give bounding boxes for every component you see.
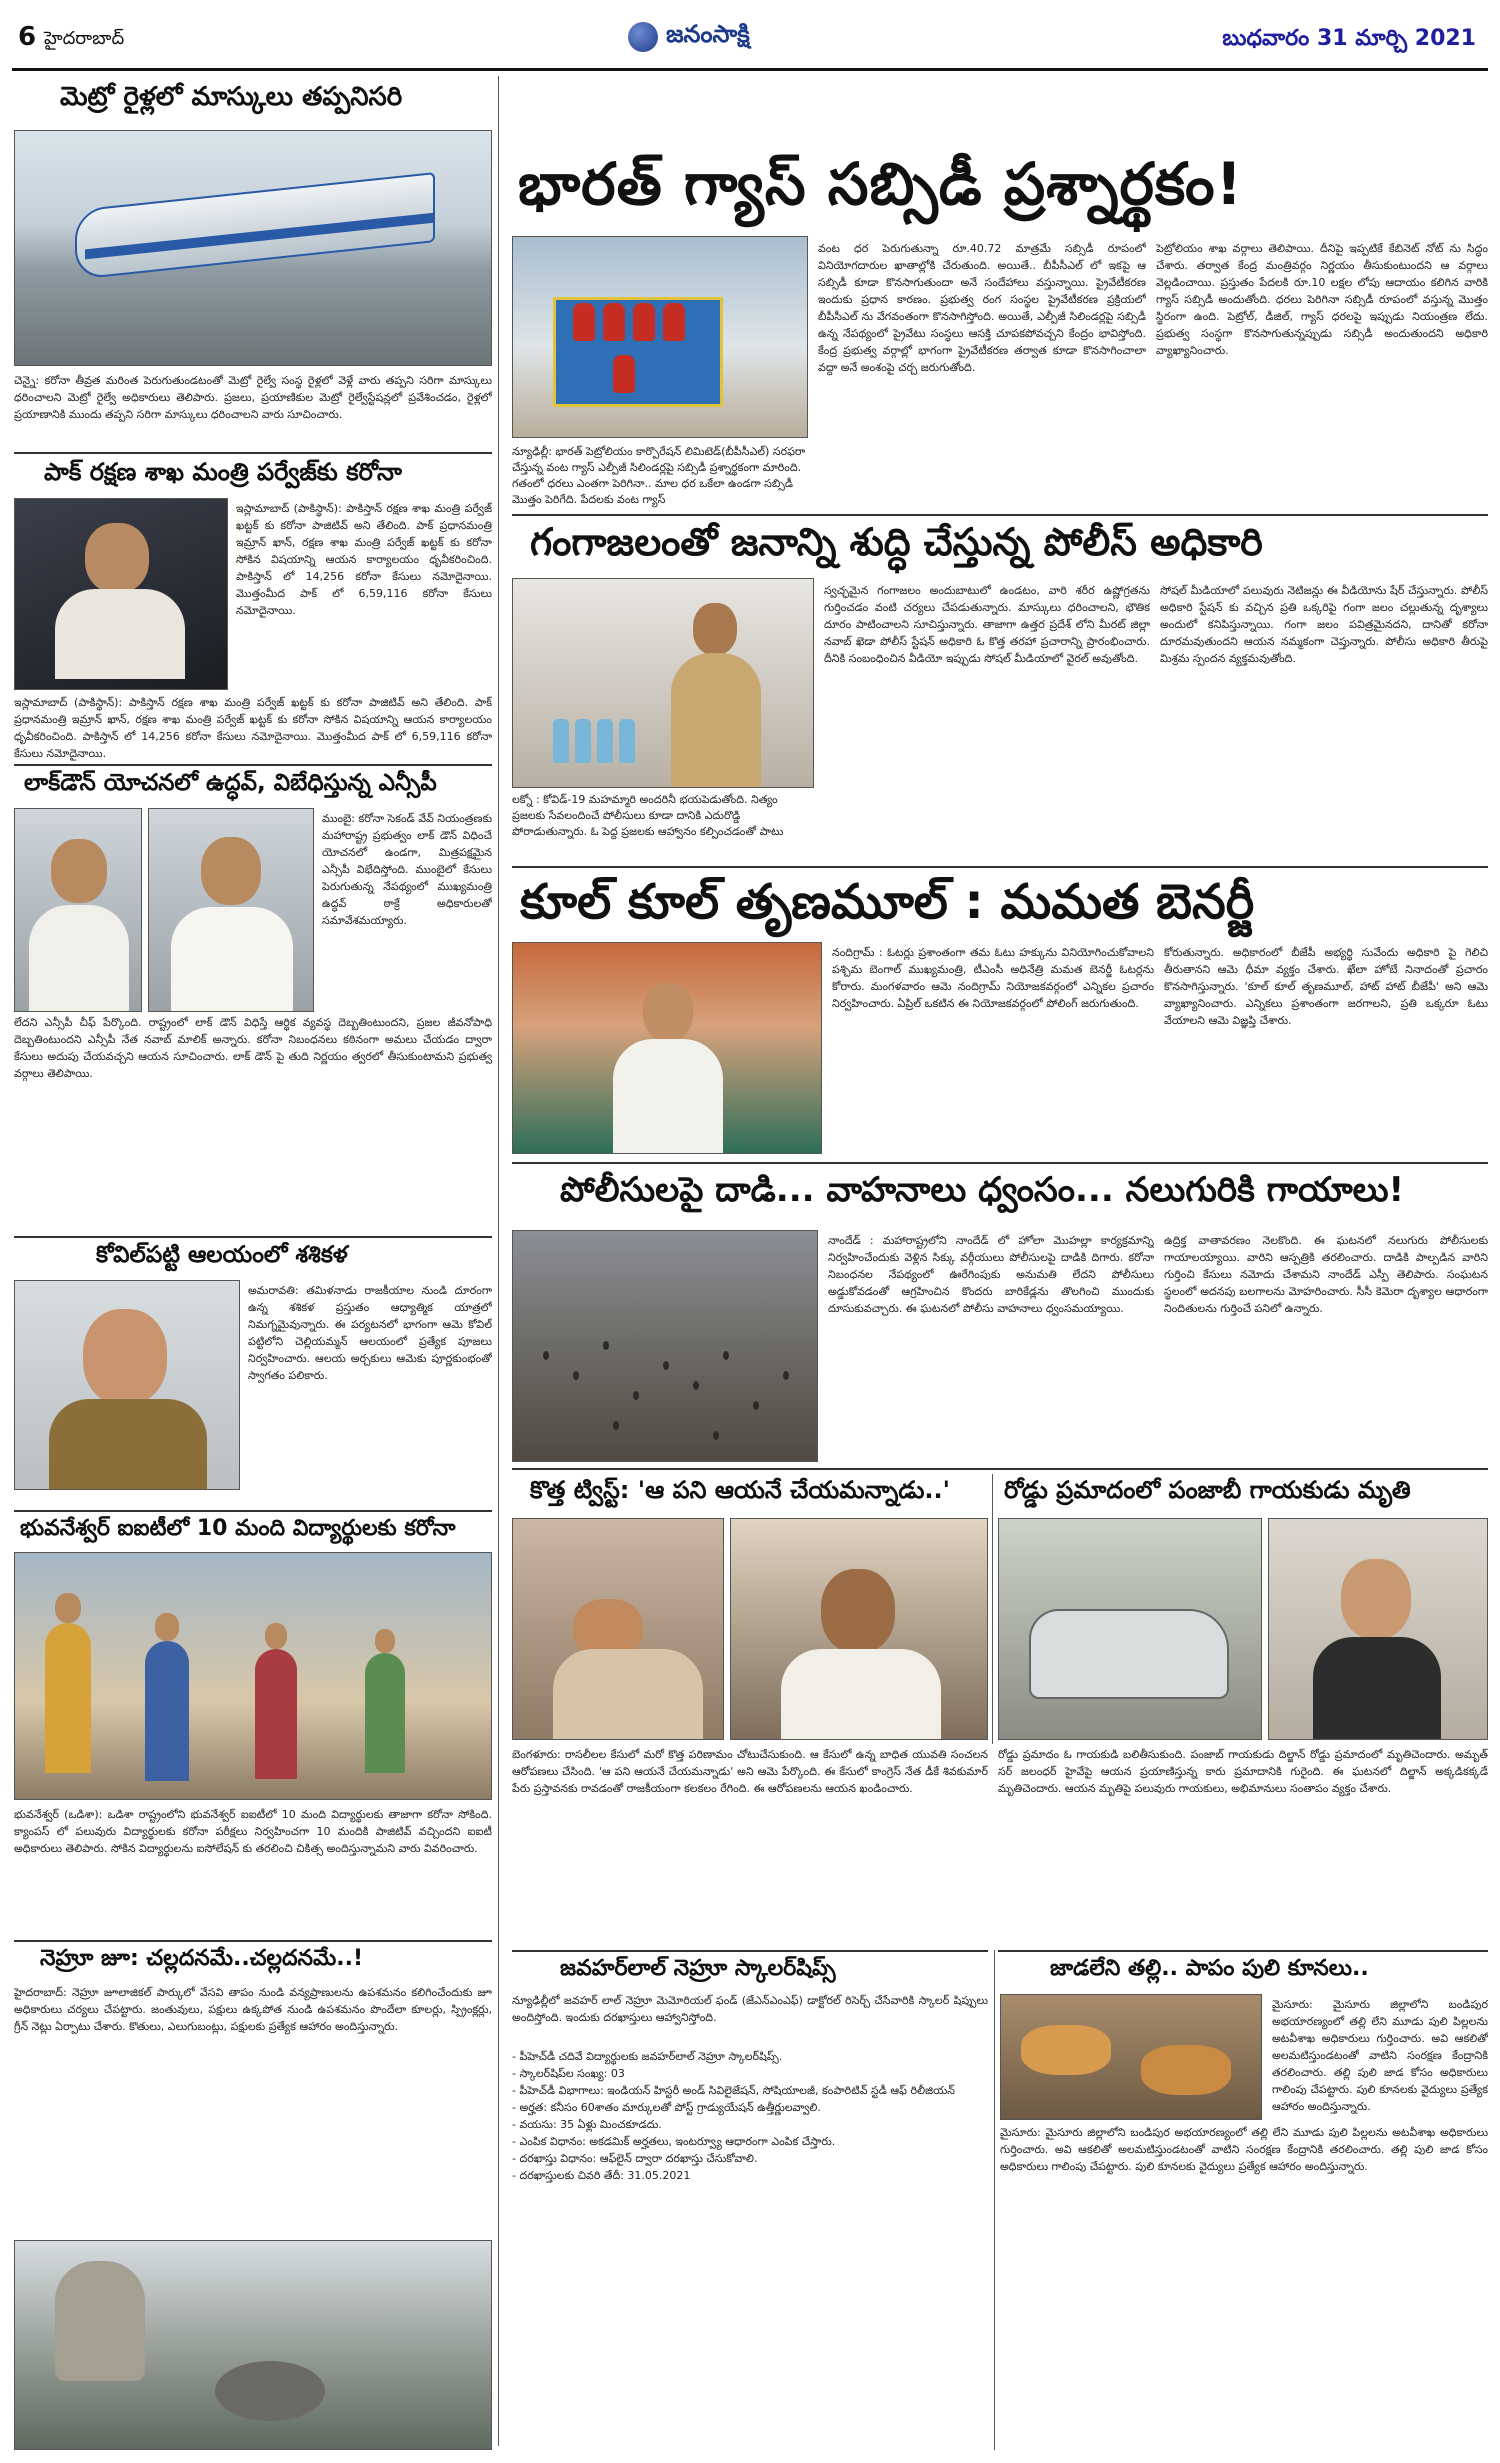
globe-icon <box>628 22 658 52</box>
person-face <box>55 1593 81 1623</box>
person-face <box>51 839 107 903</box>
section-rule <box>512 1468 1488 1470</box>
logo-text: జనంసాక్షి <box>666 20 750 48</box>
section-rule <box>14 452 492 454</box>
scholarship-item: - ఎంపిక విధానం: అకడమిక్ అర్హతలు, ఇంటర్వ్యూ ఆధారంగా ఎంపిక చేస్తారు. <box>512 2135 836 2148</box>
pak-headline: పాక్ రక్షణ శాఖ మంత్రి పర్వేజ్‌కు కరోనా <box>44 458 402 486</box>
person-face <box>201 837 261 905</box>
sasikala-headline: కోవిల్‌పట్టి ఆలయంలో శశికళ <box>96 1242 348 1268</box>
tiger-body: మైసూరు: మైసూరు జిల్లాలోని బండిపుర అభయారణ్యంలో తల్లి లేని మూడు పులి పిల్లలను అటవీశాఖ అధికారులు గుర్తించారు. అవి ఆకలితో అలమటిస్తుండటంతో వాటిని సంరక్షణ కేంద్రానికి తరలించారు. తల్లి పులి జాడ కోసం అధికారులు గాలింపు చేపట్టారు. పులి కూనలకు వైద్యులు ప్రత్యేక ఆహారం అందిస్తున్నారు. <box>1000 2126 1488 2173</box>
twist-headline: కొత్త ట్విస్ట్: 'ఆ పని ఆయనే చేయమన్నాడు..' <box>530 1476 950 1504</box>
person-body <box>255 1649 297 1779</box>
zoo-headline: నెహ్రూ జూ: చల్లదనమే..చల్లదనమే..! <box>40 1946 364 1971</box>
bottle-shape <box>575 719 591 763</box>
city-label: హైదరాబాద్ <box>44 28 125 49</box>
person-face <box>83 1309 167 1405</box>
cylinder-shape <box>613 355 635 393</box>
person-body <box>55 589 185 679</box>
zoo-sprinkler-photo <box>14 2240 492 2450</box>
section-rule <box>512 514 1488 516</box>
iit-body: భువనేశ్వర్ (ఒడిశా): ఒడిశా రాష్ట్రంలోని భువనేశ్వర్ ఐఐటీలో 10 మంది విద్యార్థులకు తాజాగా కరోనా సోకింది. క్యాంపస్ లో పలువురు విద్యార్థులకు కరోనా పరీక్షలు నిర్వహించగా 10 మందికి పాజిటివ్ వచ్చిందని ఐఐటీ అధికారులు తెలిపారు. సోకిన విద్యార్థులను ఐసోలేషన్ కు తరలించి చికిత్స అందిస్తున్నామని వారు వివరించారు. <box>14 1808 492 1855</box>
gas-cylinder-truck-photo <box>512 236 808 438</box>
cylinder-shape <box>573 303 595 341</box>
police-officer-photo <box>512 578 814 788</box>
zoo-body: హైదరాబాద్: నెహ్రూ జూలాజికల్ పార్కులో వేసవి తాపం నుండి వన్యప్రాణులను ఉపశమనం కలిగించేందుకు జూ అధికారులు చర్యలు చేపట్టారు. జంతువులు, పక్షులు ఉక్కపోత నుండి ఉపశమనం పొందేలా కూలర్లు, స్ప్రింక్లర్లు, గ్రీన్ నెట్లు ఏర్పాటు చేశారు. కొతులు, ఎలుగుబంట్లు, పక్షులకు ప్రత్యేక ఆహారం అందిస్తున్నారు. <box>14 1986 492 2033</box>
person-body <box>49 1399 207 1490</box>
cylinder-shape <box>663 303 685 341</box>
scholarship-item: - వయసు: 35 ఏళ్లు మించకూడదు. <box>512 2118 662 2131</box>
singer-photo <box>1268 1518 1488 1740</box>
scholarship-headline: జవహర్‌లాల్ నెహ్రూ స్కాలర్‌షిప్స్ <box>560 1956 836 1981</box>
lead-body-col1: వంట ధర పెరుగుతున్నా రూ.40.72 మాత్రమే సబ్సిడీ రూపంలో వినియోగదారుల ఖాతాల్లోకి చేరుతుంది. అయితే.. బీపీసీఎల్ లో ఇకపై ఆ సబ్సిడీ కూడా కొనసాగుతుందా అనే సందేహాలు వస్తున్నాయి. ప్రైవేటీకరణ ఇందుకు ప్రధాన కారణం. ప్రభుత్వ రంగ సంస్థల ప్రైవేటీకరణ ప్రక్రియలో బీపీసీఎల్ ను వేగవంతంగా కొనసాగిస్తోంది. అయితే, ఎల్పీజీ సిలిండర్లపై సబ్సిడీ ఉన్న నేపథ్యంలో ప్రైవేటు సంస్థలు ఆసక్తి చూపకపోవచ్చని కేంద్రం భావిస్తోంది. కేంద్ర ప్రభుత్వ వర్గాల్లో భాగంగా ప్రైవేటీకరణ తర్వాత కూడా కొనసాగించాలా వద్దా అనే అంశంపై చర్చ జరుగుతోంది. <box>818 242 1146 374</box>
metro-body: చెన్నై: కరోనా తీవ్రత మరింత పెరుగుతుండటంతో మెట్రో రైల్వే సంస్థ రైళ్లలో వెళ్లే వారు తప్పని సరిగా మాస్కులు ధరించాలని మెట్రో రైల్వే అధికారులు తెలిపారు. ప్రజలు, ప్రయాణికుల మెట్రో రైల్వేస్టేషన్లలో ప్రవేశించడం, రైళ్లలో ప్రయాణానికి ముందు తప్పని సరిగా మాస్కులు ధరించాలని వారు సూచించారు. <box>14 374 492 421</box>
tiger-headline: జాడలేని తల్లి.. పాపం పులి కూనలు.. <box>1050 1956 1369 1981</box>
column-divider <box>498 76 499 2446</box>
scholarship-item: - దరఖాస్తులకు చివరి తేదీ: 31.05.2021 <box>512 2169 691 2182</box>
pak-body: ఇస్లామాబాద్ (పాకిస్థాన్): పాకిస్తాన్ రక్షణ శాఖ మంత్రి పర్వేజ్ ఖట్టక్ కు కరోనా పాజిటివ్ అని తేలింది. పాక్ ప్రధానమంత్రి ఇమ్రాన్ ఖాన్, రక్షణ శాఖ మంత్రి పర్వేజ్ ఖట్టక్ కు కరోనా సోకిన విషయాన్ని ఆయన కార్యాలయం ధృవీకరించింది. పాకిస్తాన్ లో 14,256 కరోనా కేసులు నమోదైనాయి. మొత్తంమీద పాక్ లో 6,59,116 కరోనా కేసులు నమోదైనాయి. <box>14 696 492 760</box>
car-shape <box>1029 1609 1229 1699</box>
person-body <box>781 1649 941 1740</box>
crowd-figure <box>693 1381 699 1390</box>
crowd-figure <box>613 1421 619 1430</box>
police-uniform <box>671 653 761 788</box>
crowd-figure <box>663 1361 669 1370</box>
crowd-figure <box>543 1351 549 1360</box>
cub-shape <box>1021 2025 1111 2075</box>
crashed-car-photo <box>998 1518 1262 1740</box>
metro-headline: మెట్రో రైళ్లలో మాస్కులు తప్పనిసరి <box>60 82 403 112</box>
scholarship-item: - పీహెచ్‌డీ చదివే విద్యార్థులకు జవహర్‌లాల్ నెహ్రూ స్కాలర్‌షిప్స్. <box>512 2050 783 2063</box>
uddhav-thackeray-photo <box>148 808 314 1012</box>
ganga-headline: గంగాజలంతో జనాన్ని శుద్ధి చేస్తున్న పోలీస్ అధికారి <box>530 520 1263 564</box>
person-body <box>29 905 129 1012</box>
sasikala-photo <box>14 1280 240 1490</box>
police-attack-headline: పోలీసులపై దాడి... వాహనాలు ధ్వంసం... నలుగురికి గాయాలు! <box>560 1170 1404 1210</box>
road-accident-headline: రోడ్డు ప్రమాదంలో పంజాబీ గాయకుడు మృతి <box>1004 1476 1411 1504</box>
tiger-body-side: మైసూరు: మైసూరు జిల్లాలోని బండిపుర అభయారణ్యంలో తల్లి లేని మూడు పులి పిల్లలను అటవీశాఖ అధికారులు గుర్తించారు. అవి ఆకలితో అలమటిస్తుండటంతో వాటిని సంరక్షణ కేంద్రానికి తరలించారు. తల్లి పులి జాడ కోసం అధికారులు గాలింపు చేపట్టారు. పులి కూనలకు వైద్యులు ప్రత్యేక ఆహారం అందిస్తున్నారు. <box>1272 1998 1488 2113</box>
scholarship-item: - దరఖాస్తు విధానం: ఆఫ్‌లైన్ ద్వారా దరఖాస్తు చేసుకోవాలి. <box>512 2152 758 2165</box>
mamata-headline: కూల్ కూల్ తృణమూల్ : మమత బెనర్జీ <box>520 874 1255 930</box>
person-face <box>643 983 693 1041</box>
mamata-body-col2: కోరుతున్నారు. అధికారంలో బీజేపీ అభ్యర్థి సువేందు అధికారి పై గెలిచి తీరుతానని ఆమె ధీమా వ్యక్తం చేశారు. ఖేలా హోబే నినాదంతో ప్రచారం కొనసాగిస్తున్నారు. 'కూల్ కూల్ తృణమూల్, హాట్ హాట్ బీజేపీ' అని ఆమె వ్యాఖ్యానించారు. ఎన్నికలు ప్రశాంతంగా జరగాలని, ప్రతి ఒక్కరూ ఓటు వేయాలని ఆమె విజ్ఞప్తి చేశారు. <box>1164 946 1488 1027</box>
rock-shape <box>55 2261 145 2381</box>
lead-caption: న్యూఢిల్లీ: భారత్ పెట్రోలియం కార్పొరేషన్ లిమిటెడ్(బీపీసీఎల్) సరఫరా చేస్తున్న వంట గ్యాస్ ఎల్పీజీ సిలిండర్లపై సబ్సిడీ ప్రశ్నార్థకంగా మారింది. గతంలో ధరలు ఎంతగా పెరిగినా.. మాల ధర ఒకేలా ఉండగా సబ్సిడీ మొత్తం పెరిగేది. పేదలకు వంట గ్యాస్ <box>512 445 806 506</box>
scholarship-item: - అర్హత: కనీసం 60శాతం మార్కులతో పోస్ట్ గ్రాడ్యుయేషన్ ఉత్తీర్ణులవ్వాలి. <box>512 2101 821 2114</box>
police-attack-body-col1: నాందేడ్ : మహారాష్ట్రలోని నాందేడ్ లో హోలా మొహల్లా కార్యక్రమాన్ని నిర్వహించేందుకు వెళ్లిన సిక్కు వర్గీయులు పోలీసులపై దాడికి దిగారు. కరోనా నిబంధనల నేపథ్యంలో ఊరేగింపుకు అనుమతి లేదని పోలీసులు అడ్డుకోవడంతో ఆగ్రహించిన కొందరు బారికేడ్లను తొలగించి ముందుకు దూసుకువచ్చారు. ఈ ఘటనలో పోలీసు వాహనాలు ధ్వంసమయ్యాయి. <box>828 1234 1154 1315</box>
crowd-figure <box>713 1431 719 1440</box>
column-divider <box>992 1474 993 1744</box>
mamata-banerjee-photo <box>512 942 822 1154</box>
crowd-figure <box>573 1371 579 1380</box>
cylinder-shape <box>603 303 625 341</box>
person-face <box>85 523 149 593</box>
scholarship-item: - స్కాలర్‌షిప్‌ల సంఖ్య: 03 <box>512 2067 625 2080</box>
ganga-body-col1: స్వచ్ఛమైన గంగాజలం అందుబాటులో ఉండటం, వారి శరీర ఉష్ణోగ్రతను గుర్తించడం వంటి చర్యలు చేపడుతున్నారు. మాస్కులు ధరించాలని, భౌతిక దూరం పాటించాలని సూచిస్తున్నారు. తాజాగా ఉత్తర ప్రదేశ్ లోని మీరట్ జిల్లా నవాబ్ ఖెడా పోలీస్ స్టేషన్ అధికారి ఓ కొత్త తరహా ప్రచారాన్ని ప్రారంభించారు. దీనికి సంబంధించిన వీడియో ఇప్పుడు సోషల్ మీడియాలో వైరల్ అవుతోంది. <box>824 584 1150 665</box>
crowd-figure <box>633 1391 639 1400</box>
person-face <box>693 603 737 655</box>
person-body <box>171 907 293 1012</box>
reclining-man-photo <box>512 1518 724 1740</box>
crowd-figure <box>753 1401 759 1410</box>
crowd-figure <box>723 1351 729 1360</box>
crowd-figure <box>783 1371 789 1380</box>
metro-train-photo <box>14 130 492 366</box>
newspaper-logo <box>628 20 750 54</box>
nawab-malik-photo <box>14 808 142 1012</box>
ganga-caption: లక్నో : కోవిడ్-19 మహమ్మారి అందరినీ భయపెడుతోంది. నిత్యం ప్రజలకు సేవలందించే పోలీసులు కూడా దానికి ఎదురొడ్డి పోరాడుతున్నారు. ఓ పెద్ద ప్రజలకు ఆహ్వానం కల్పించడంతో పాటు <box>512 793 784 838</box>
issue-date: బుధవారం 31 మార్చి 2021 <box>1222 26 1476 51</box>
bottle-shape <box>553 719 569 763</box>
section-rule <box>512 1950 988 1952</box>
person-face <box>265 1623 287 1649</box>
crowd-figure <box>603 1341 609 1350</box>
person-body <box>1313 1637 1441 1740</box>
section-rule <box>512 1162 1488 1164</box>
dk-shivakumar-photo <box>730 1518 988 1740</box>
scholarship-item: - పీహెచ్‌డీ విభాగాలు: ఇండియన్ హిస్టరీ అండ్ సివిలైజేషన్, సోషియాలజీ, కంపారిటివ్ స్టడీ ఆఫ్ రిలీజియన్ <box>512 2084 955 2097</box>
person-body <box>553 1649 703 1740</box>
elephant-shape <box>215 2361 325 2421</box>
person-body <box>613 1039 723 1154</box>
lead-body-col2: పెట్రోలియం శాఖ వర్గాలు తెలిపాయి. దీనిపై ఇప్పటికే కేబినెట్ నోట్ ను సిద్ధం చేశారు. తర్వాత కేంద్ర మంత్రివర్గం నిర్ణయం తీసుకుంటుందని ఆ వర్గాలు వెల్లడించాయి. ప్రస్తుతం పేదలకి రూ.10 లక్షల లోపు ఆదాయం కలిగిన వారికి గ్యాస్ సబ్సిడీ అందుతోంది. ధరలు పెరిగినా సబ్సిడీ రూపంలో వస్తున్న మొత్తం స్థిరంగా ఉంది. పెట్రోల్, డీజిల్, గ్యాస్ ధరలపై ఇప్పుడు నియంత్రణ లేదు. ప్రభుత్వ సంస్థగా కొనసాగుతున్నప్పుడు సబ్సిడీ అందుతుందని అధికారి వ్యాఖ్యానించారు. <box>1156 242 1488 357</box>
tiger-cubs-photo <box>1000 1994 1262 2120</box>
section-rule <box>14 1510 492 1512</box>
lockdown-body: లేదని ఎన్సీపీ చీఫ్ పేర్కొంది. రాష్ట్రంలో లాక్ డౌన్ విధిస్తే ఆర్థిక వ్యవస్థ దెబ్బతింటుందని, ప్రజల జీవనోపాధి దెబ్బతింటుందని ఎన్సీపీ నేత నవాబ్ మాలిక్ అన్నారు. కరోనా నిబంధనలు కఠినంగా అమలు చేయడం ద్వారా కేసులు అదుపు చేయవచ్చని ఆయన సూచించారు. లాక్ డౌన్ పై తుది నిర్ణయం త్వరలో తీసుకుంటామని ప్రభుత్వ వర్గాలు తెలిపాయి. <box>14 1016 492 1080</box>
section-rule <box>14 1236 492 1238</box>
scholarship-intro: న్యూఢిల్లీలో జవహర్ లాల్ నెహ్రూ మెమోరియల్ ఫండ్ (జేఎన్ఎంఎఫ్) డాక్టోరల్ రిసెర్చ్ చేసేవారికి స్కాలర్ షిప్పులు అందిస్తోంది. ఇందుకు దరఖాస్తులు ఆహ్వానిస్తోంది. <box>512 1994 988 2024</box>
twist-body: బెంగళూరు: రాసలీలల కేసులో మరో కొత్త పరిణామం చోటుచేసుకుంది. ఆ కేసులో ఉన్న బాధిత యువతి సంచలన ఆరోపణలు చేసింది. 'ఆ పని ఆయనే చేయమన్నాడు' అని ఆమె పేర్కొంది. ఈ కేసులో కాంగ్రెస్ నేత డీకే శివకుమార్ పేరు ప్రస్తావనకు రావడంతో రాజకీయంగా కలకలం రేగింది. ఈ ఆరోపణలను ఆయన ఖండించారు. <box>512 1748 988 1795</box>
sasikala-body: అమరావతి: తమిళనాడు రాజకీయాల నుండి దూరంగా ఉన్న శశికళ ప్రస్తుతం ఆధ్యాత్మిక యాత్రలో నిమగ్నమైవున్నారు. ఈ పర్యటనలో భాగంగా ఆమె కోవిల్ పట్టిలోని చెల్లియమ్మన్ ఆలయంలో ప్రత్యేక పూజలు నిర్వహించారు. ఆలయ అర్చకులు ఆమెకు పూర్ణకుంభంతో స్వాగతం పలికారు. <box>248 1284 492 1382</box>
crowd-street-photo <box>512 1230 818 1462</box>
cylinder-shape <box>633 303 655 341</box>
section-rule <box>512 866 1488 868</box>
mamata-body-col1: నందిగ్రామ్ : ఓటర్లు ప్రశాంతంగా తమ ఓటు హక్కును వినియోగించుకోవాలని పశ్చిమ బెంగాల్ ముఖ్యమంత్రి, టీఎంసీ అధినేత్రి మమత బెనర్జీ ఓటర్లను కోరారు. మంగళవారం ఆమె నందిగ్రామ్ నియోజకవర్గంలో ఎన్నికల ప్రచారం నిర్వహించారు. ఏప్రిల్ ఒకటిన ఈ నియోజకవర్గంలో పోలింగ్ జరుగుతుంది. <box>832 946 1154 1010</box>
masthead <box>0 0 1500 68</box>
person-body <box>145 1641 189 1781</box>
scholarship-list <box>512 2048 988 2184</box>
page-number: 6 <box>18 22 37 52</box>
students-queue-photo <box>14 1552 492 1800</box>
lockdown-headline: లాక్‌డౌన్ యోచనలో ఉద్ధవ్, విబేధిస్తున్న ఎన్సీపీ <box>24 770 437 796</box>
bottle-shape <box>619 719 635 763</box>
section-rule <box>14 764 492 766</box>
lockdown-body-side: ముంబై: కరోనా సెకండ్ వేవ్ నియంత్రణకు మహారాష్ట్ర ప్రభుత్వం లాక్ డౌన్ విధించే యోచనలో ఉండగా, మిత్రపక్షమైన ఎన్సీపీ విభేదిస్తోంది. ముంబైలో కేసులు పెరుగుతున్న నేపథ్యంలో ముఖ్యమంత్రి ఉద్ధవ్ ఠాక్రే అధికారులతో సమావేశమయ్యారు. <box>322 812 492 927</box>
person-body <box>45 1623 91 1773</box>
bottle-shape <box>597 719 613 763</box>
cub-shape <box>1141 2045 1231 2095</box>
pak-minister-photo <box>14 498 228 690</box>
person-face <box>375 1629 395 1653</box>
pak-body-side: ఇస్లామాబాద్ (పాకిస్థాన్): పాకిస్తాన్ రక్షణ శాఖ మంత్రి పర్వేజ్ ఖట్టక్ కు కరోనా పాజిటివ్ అని తేలింది. పాక్ ప్రధానమంత్రి ఇమ్రాన్ ఖాన్, రక్షణ శాఖ మంత్రి పర్వేజ్ ఖట్టక్ కు కరోనా సోకిన విషయాన్ని ఆయన కార్యాలయం ధృవీకరించింది. పాకిస్తాన్ లో 14,256 కరోనా కేసులు నమోదైనాయి. మొత్తంమీద పాక్ లో 6,59,116 కరోనా కేసులు నమోదైనాయి. <box>236 502 492 617</box>
person-body <box>365 1653 405 1773</box>
section-rule <box>14 1940 492 1942</box>
section-rule <box>998 1950 1488 1952</box>
person-face <box>821 1569 895 1653</box>
lead-headline: భారత్ గ్యాస్ సబ్సిడీ ప్రశ్నార్థకం! <box>518 150 1244 218</box>
column-divider <box>994 1950 995 2450</box>
road-accident-body: రోడ్డు ప్రమాదం ఓ గాయకుడి బలితీసుకుంది. పంజాబ్ గాయకుడు దిల్జాన్ రోడ్డు ప్రమాదంలో మృతిచెందారు. అమృత్ సర్ జలంధర్ హైవేపై ఆయన ప్రయాణిస్తున్న కారు ప్రమాదానికి గురైంది. ఈ ఘటనలో దిల్జాన్ అక్కడికక్కడే మృతిచెందారు. ఆయన మృతిపై పలువురు గాయకులు, అభిమానులు సంతాపం వ్యక్తం చేశారు. <box>998 1748 1488 1795</box>
ganga-body-col2: సోషల్ మీడియాలో పలువురు నెటిజన్లు ఈ వీడియోను షేర్ చేస్తున్నారు. పోలీస్ అధికారి స్టేషన్ కు వచ్చిన ప్రతి ఒక్కరిపై గంగా జలం చల్లుతున్న దృశ్యాలు అందులో కనిపిస్తున్నాయి. గంగా జలం పవిత్రమైనదని, దానితో కరోనా దూరమవుతుందని ఆయన నమ్మకంగా చెప్తున్నారు. పోలీసు అధికారి తీరుపై మిశ్రమ స్పందన వ్యక్తమవుతోంది. <box>1160 584 1488 665</box>
iit-headline: భువనేశ్వర్ ఐఐటీలో 10 మంది విద్యార్థులకు కరోనా <box>20 1516 456 1541</box>
top-rule <box>12 68 1488 71</box>
person-face <box>155 1613 179 1641</box>
person-face <box>1341 1559 1411 1639</box>
police-attack-body-col2: ఉద్రిక్త వాతావరణం నెలకొంది. ఈ ఘటనలో నలుగురు పోలీసులకు గాయాలయ్యాయి. వారిని ఆస్పత్రికి తరలించారు. దాడికి పాల్పడిన వారిని గుర్తించి కేసులు నమోదు చేశామని నాందేడ్ ఎస్పీ తెలిపారు. సంఘటన స్థలంలో అదనపు బలగాలను మోహరించారు. సీసీ కెమెరా దృశ్యాల ఆధారంగా నిందితులను గుర్తించే పనిలో ఉన్నారు. <box>1164 1234 1488 1315</box>
